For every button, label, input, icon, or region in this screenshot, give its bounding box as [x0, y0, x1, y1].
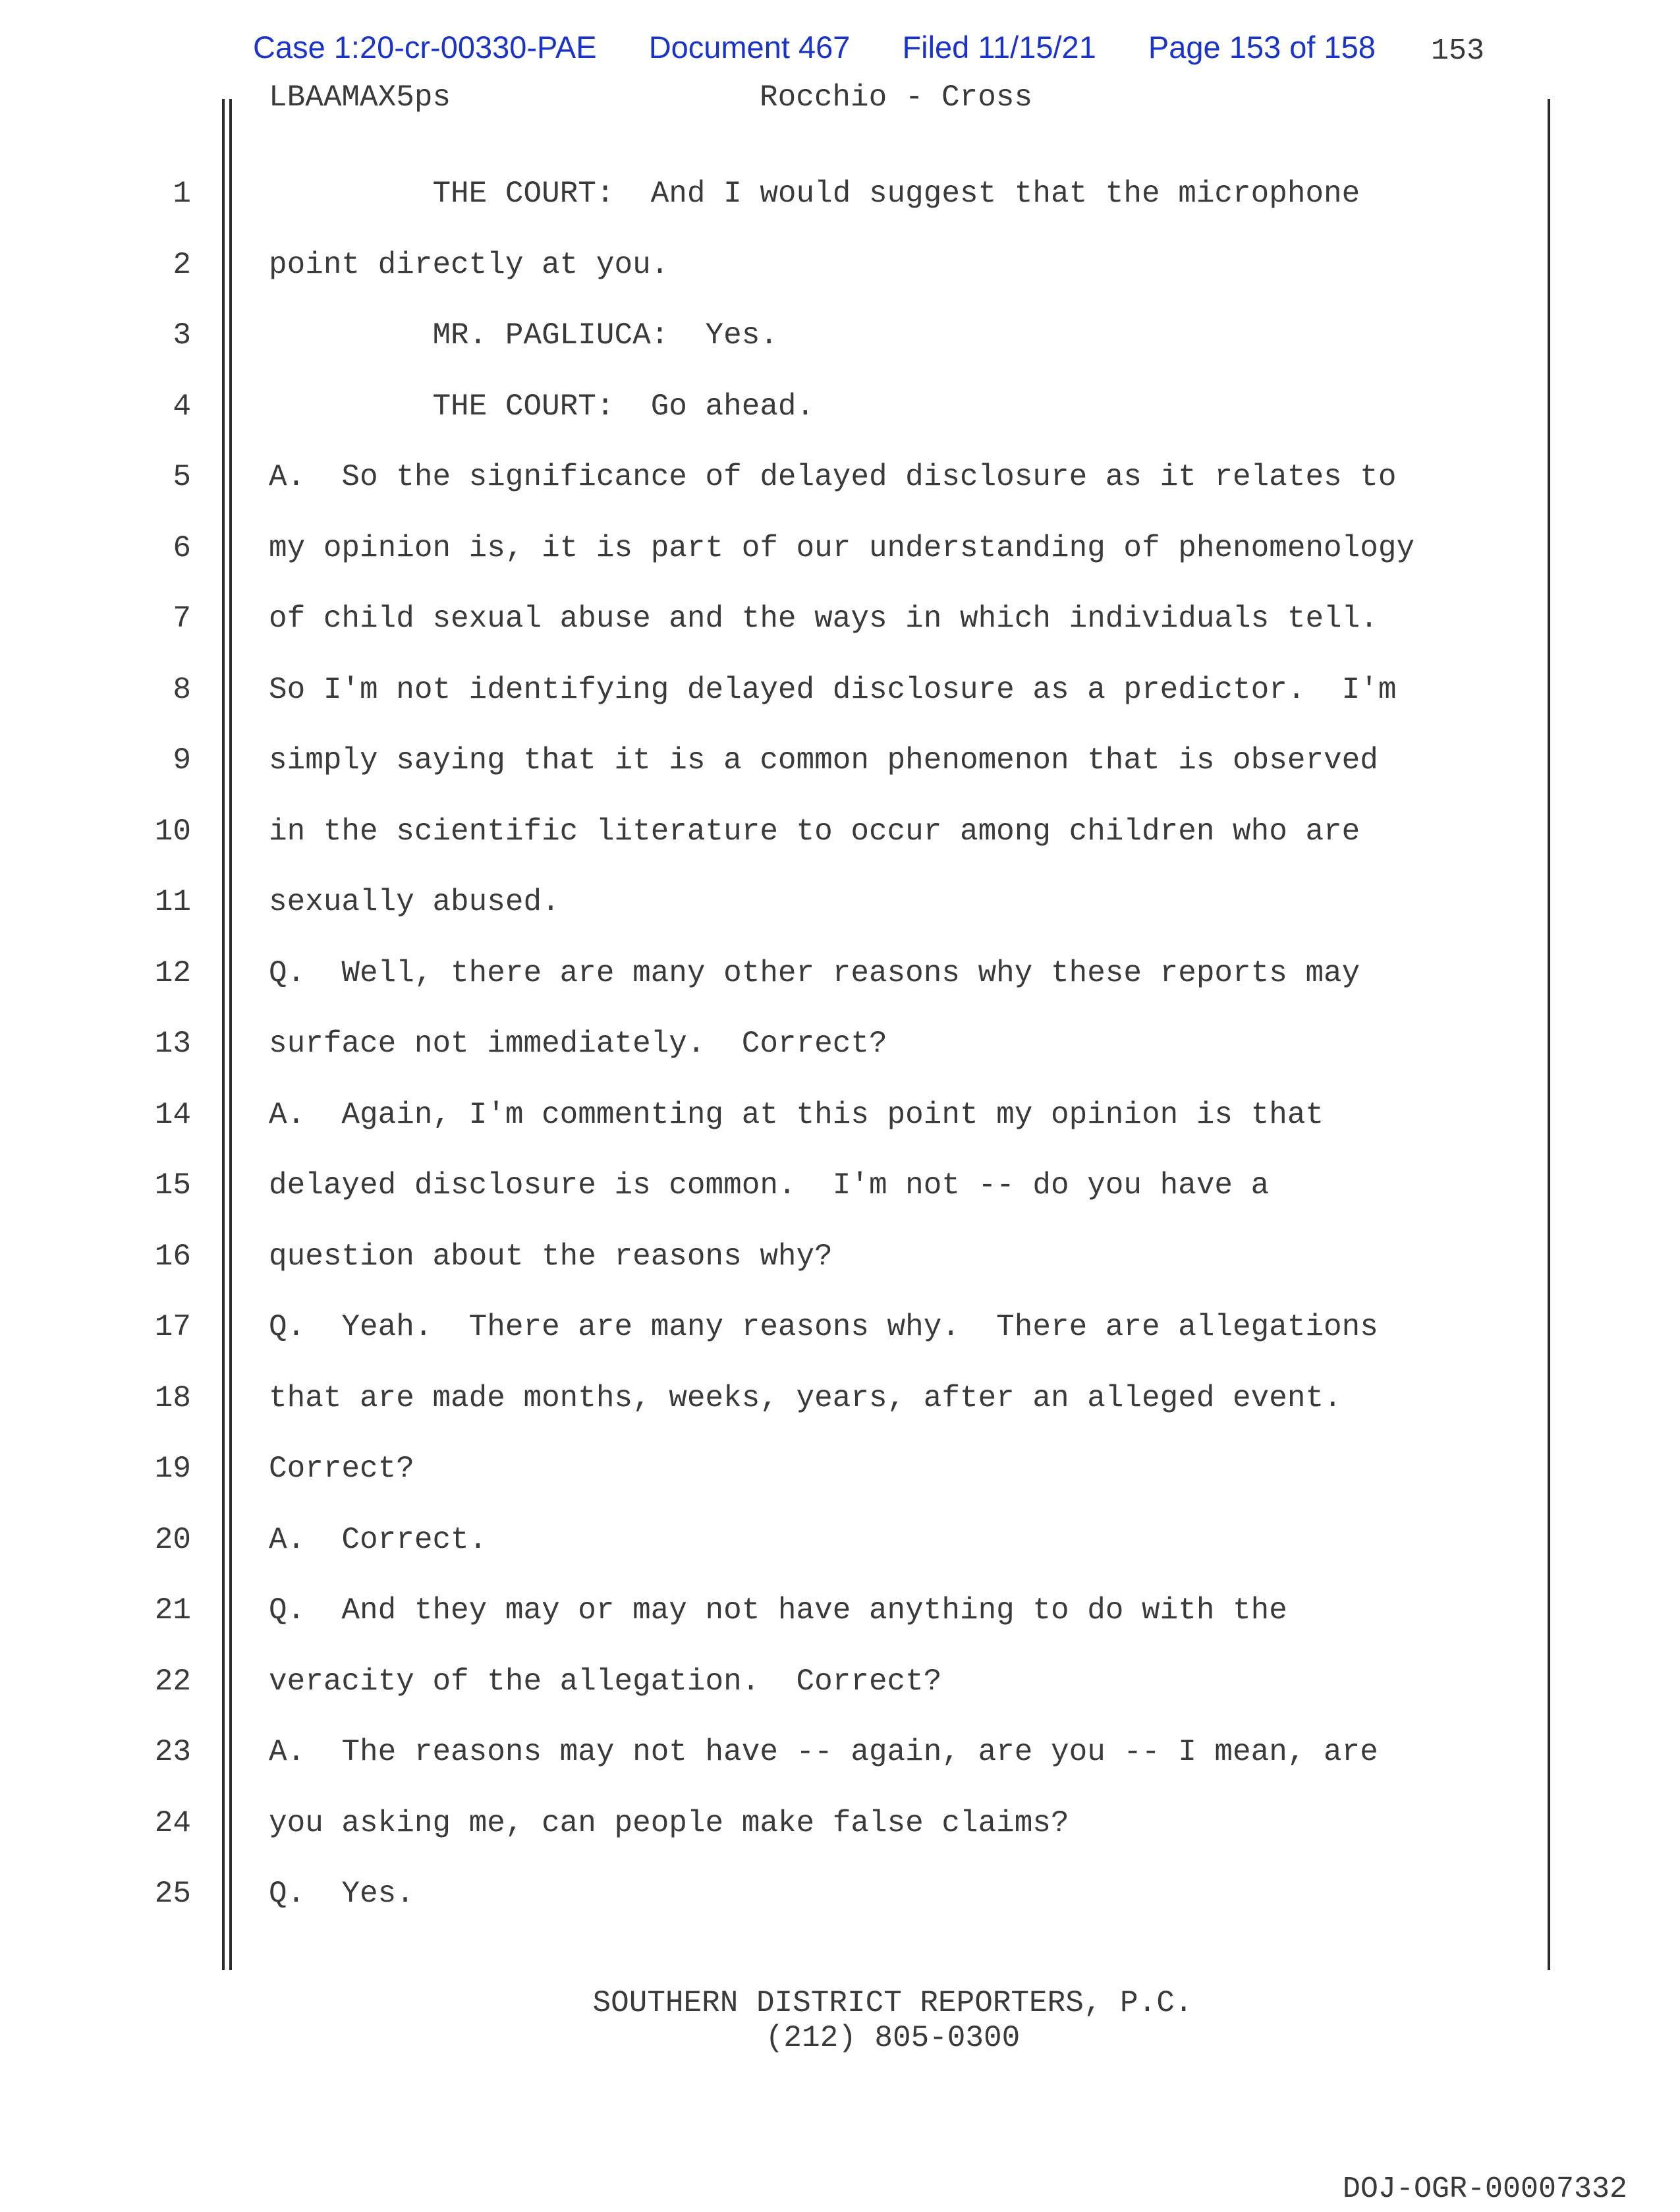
transcript-line: Q. Well, there are many other reasons why these reports may	[269, 956, 1360, 990]
transcript-line: veracity of the allegation. Correct?	[269, 1664, 942, 1699]
line-number: 22	[154, 1664, 191, 1699]
case-number: Case 1:20-cr-00330-PAE	[253, 30, 597, 65]
transcript-line: my opinion is, it is part of our understanding of phenomenology	[269, 531, 1415, 565]
left-margin-rule-inner	[229, 99, 232, 1970]
reporter-code: LBAAMAX5ps	[269, 80, 451, 115]
filing-header	[253, 29, 1376, 65]
transcript-line: point directly at you.	[269, 248, 669, 282]
line-number: 8	[173, 673, 191, 707]
line-number: 13	[154, 1027, 191, 1061]
transcript-page-number: 153	[1431, 34, 1485, 68]
line-number: 24	[154, 1806, 191, 1840]
line-number: 25	[154, 1877, 191, 1911]
transcript-line: sexually abused.	[269, 885, 560, 919]
page-of-pages: Page 153 of 158	[1148, 30, 1376, 65]
line-number: 7	[173, 602, 191, 636]
line-number: 19	[154, 1452, 191, 1486]
transcript-line: you asking me, can people make false claims?	[269, 1806, 1069, 1840]
line-number: 17	[154, 1310, 191, 1344]
line-number: 6	[173, 531, 191, 565]
line-number: 9	[173, 743, 191, 778]
transcript-line: Correct?	[269, 1452, 414, 1486]
line-number: 11	[154, 885, 191, 919]
transcript-line: MR. PAGLIUCA: Yes.	[269, 318, 778, 353]
line-number: 1	[173, 177, 191, 211]
filed-date: Filed 11/15/21	[902, 30, 1096, 65]
transcript-line: of child sexual abuse and the ways in which individuals tell.	[269, 602, 1378, 636]
line-number: 21	[154, 1593, 191, 1628]
transcript-line: that are made months, weeks, years, after an alleged event.	[269, 1381, 1342, 1415]
line-number: 12	[154, 956, 191, 990]
transcript-line: in the scientific literature to occur among children who are	[269, 814, 1360, 849]
line-number: 2	[173, 248, 191, 282]
transcript-line: A. The reasons may not have -- again, are you -- I mean, are	[269, 1735, 1378, 1769]
reporter-name: SOUTHERN DISTRICT REPORTERS, P.C.	[592, 1986, 1193, 2020]
transcript-line: THE COURT: Go ahead.	[269, 389, 815, 424]
bates-number: DOJ-OGR-00007332	[1342, 2172, 1627, 2206]
right-margin-rule	[1548, 99, 1550, 1970]
left-margin-rule-outer	[222, 99, 225, 1970]
line-number: 5	[173, 460, 191, 494]
transcript-line: A. So the significance of delayed disclosure as it relates to	[269, 460, 1397, 494]
witness-examination: Rocchio - Cross	[760, 80, 1033, 115]
transcript-line: A. Again, I'm commenting at this point my opinion is that	[269, 1098, 1324, 1132]
line-number: 16	[154, 1239, 191, 1274]
transcript-line: Q. And they may or may not have anything to do with the	[269, 1593, 1287, 1628]
transcript-line: So I'm not identifying delayed disclosure as a predictor. I'm	[269, 673, 1397, 707]
reporter-phone: (212) 805-0300	[765, 2021, 1021, 2055]
document-number: Document 467	[648, 30, 851, 65]
transcript-line: question about the reasons why?	[269, 1239, 833, 1274]
transcript-line: simply saying that it is a common phenomenon that is observed	[269, 743, 1378, 778]
transcript-line: THE COURT: And I would suggest that the microphone	[269, 177, 1360, 211]
line-number: 15	[154, 1168, 191, 1203]
transcript-line: delayed disclosure is common. I'm not -- do you have a	[269, 1168, 1270, 1203]
transcript-line: Q. Yes.	[269, 1877, 414, 1911]
transcript-line: A. Correct.	[269, 1523, 488, 1557]
transcript-line: surface not immediately. Correct?	[269, 1027, 887, 1061]
line-number: 18	[154, 1381, 191, 1415]
line-number: 4	[173, 389, 191, 424]
line-number: 10	[154, 814, 191, 849]
transcript-line: Q. Yeah. There are many reasons why. There are allegations	[269, 1310, 1378, 1344]
line-number: 3	[173, 318, 191, 353]
line-number: 14	[154, 1098, 191, 1132]
line-number: 23	[154, 1735, 191, 1769]
line-number: 20	[154, 1523, 191, 1557]
